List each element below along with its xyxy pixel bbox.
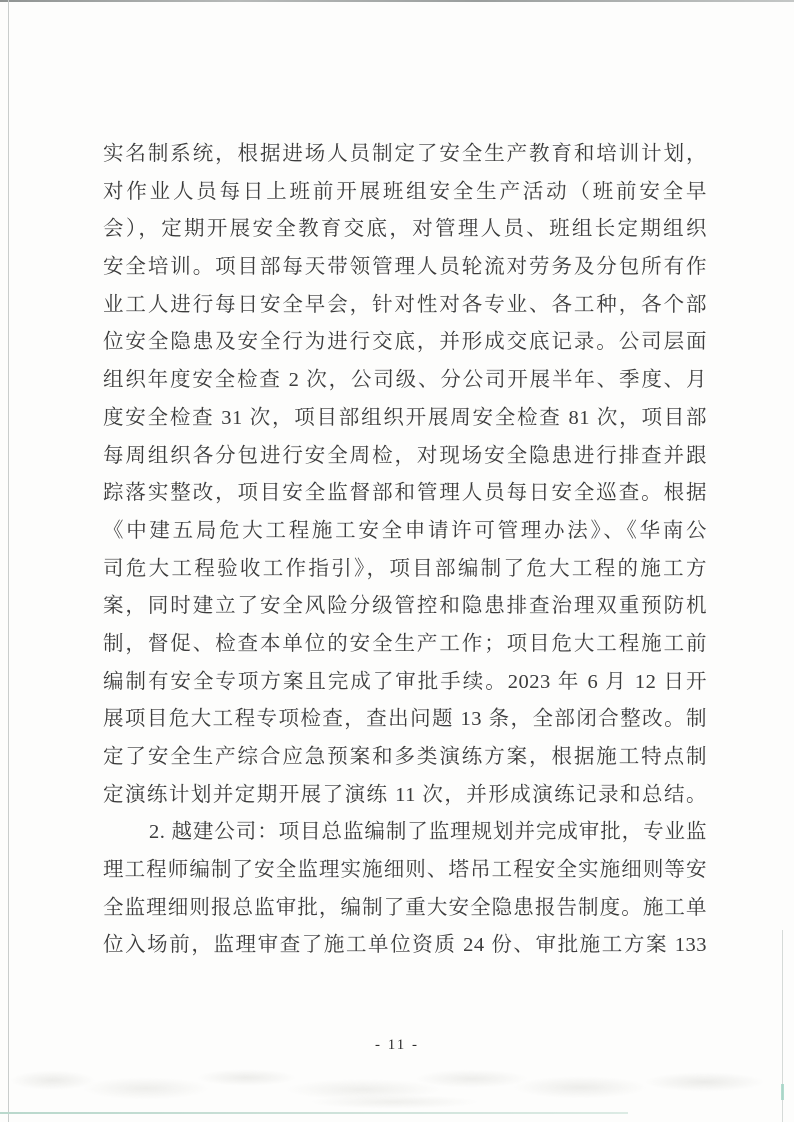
- text-line-paragraph-start: 2. 越建公司：项目总监编制了监理规划并完成审批，专业监: [149, 821, 707, 844]
- text-line: 踪落实整改，项目安全监督部和管理人员每日安全巡查。根据: [103, 482, 707, 505]
- text-line: 对作业人员每日上班前开展班组安全生产活动（班前安全早: [103, 180, 707, 203]
- text-line: 《中建五局危大工程施工安全申请许可管理办法》、《华南公: [103, 519, 707, 542]
- text-line: 定演练计划并定期开展了演练 11 次，并形成演练记录和总结。: [103, 783, 707, 806]
- text-line: 会），定期开展安全教育交底，对管理人员、班组长定期组织: [103, 218, 707, 241]
- text-line: 制，督促、检查本单位的安全生产工作；项目危大工程施工前: [103, 632, 707, 655]
- text-line: 实名制系统，根据进场人员制定了安全生产教育和培训计划，: [103, 143, 707, 165]
- text-line: 安全培训。项目部每天带领管理人员轮流对劳务及分包所有作: [103, 256, 707, 279]
- text-line: 展项目危大工程专项检查，查出问题 13 条，全部闭合整改。制: [103, 708, 707, 731]
- page-footer: [0, 1036, 794, 1054]
- scan-left-edge: [8, 0, 9, 1122]
- text-line: 定了安全生产综合应急预案和多类演练方案，根据施工特点制: [103, 746, 707, 768]
- scan-bleedthrough-texture: [6, 1056, 782, 1110]
- text-line: 理工程师编制了安全监理实施细则、塔吊工程安全实施细则等安: [103, 859, 707, 882]
- text-line: 位安全隐患及安全行为进行交底，并形成交底记录。公司层面: [103, 331, 707, 354]
- text-line: 位入场前，监理审查了施工单位资质 24 份、审批施工方案 133: [103, 934, 707, 957]
- text-line: 编制有安全专项方案且完成了审批手续。2023 年 6 月 12 日开: [103, 670, 707, 693]
- text-line: 司危大工程验收工作指引》，项目部编制了危大工程的施工方: [103, 557, 707, 580]
- text-line: 全监理细则报总监审批，编制了重大安全隐患报告制度。施工单: [103, 896, 707, 919]
- text-line: 度安全检查 31 次，项目部组织开展周安全检查 81 次，项目部: [103, 406, 707, 429]
- page-number: - 11 -: [375, 1037, 419, 1053]
- text-line: 业工人进行每日安全早会，针对性对各专业、各工种，各个部: [103, 293, 707, 316]
- scan-bottom-artifact-line: [0, 1112, 628, 1114]
- text-line: 组织年度安全检查 2 次，公司级、分公司开展半年、季度、月: [103, 369, 707, 392]
- text-line: 每周组织各分包进行安全周检，对现场安全隐患进行排查并跟: [103, 444, 707, 467]
- document-body: [103, 136, 707, 965]
- text-line: 案，同时建立了安全风险分级管控和隐患排查治理双重预防机: [103, 595, 707, 618]
- scan-top-edge: [0, 0, 794, 2]
